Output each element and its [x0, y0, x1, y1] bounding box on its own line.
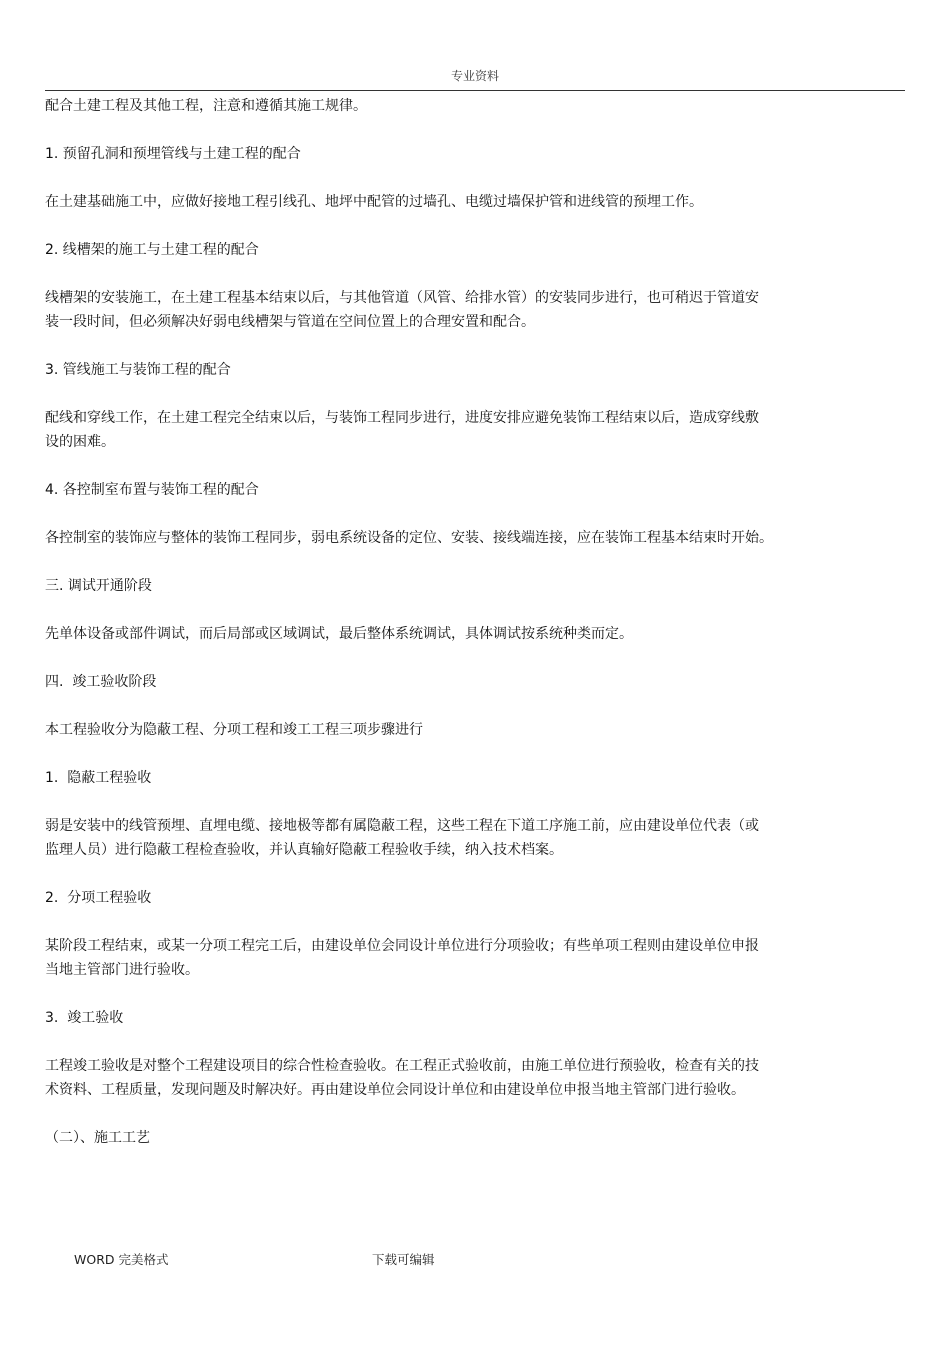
- paragraph: 1. 预留孔洞和预埋管线与土建工程的配合: [45, 146, 301, 162]
- footer-left-text: WORD 完美格式: [74, 1252, 169, 1267]
- paragraph: 四. 竣工验收阶段: [45, 674, 157, 690]
- paragraph: 线槽架的安装施工，在土建工程基本结束以后，与其他管道（风管、给排水管）的安装同步进行，也可稍迟于管道安 装一段时间，但必须解决好弱电线槽架与管道在空间位置上的合理安置和配合。: [45, 290, 759, 330]
- paragraph: 某阶段工程结束，或某一分项工程完工后，由建设单位会同设计单位进行分项验收；有些单项工程则由建设单位申报 当地主管部门进行验收。: [45, 938, 759, 978]
- page-header: 专业资料: [450, 69, 499, 83]
- paragraph: 4. 各控制室布置与装饰工程的配合: [45, 482, 259, 498]
- paragraph: 各控制室的装饰应与整体的装饰工程同步，弱电系统设备的定位、安装、接线端连接，应在装饰工程基本结束时开始。: [45, 530, 773, 546]
- paragraph: 1. 隐蔽工程验收: [45, 770, 152, 786]
- paragraph: 三. 调试开通阶段: [45, 578, 152, 594]
- header-divider: [45, 90, 905, 91]
- paragraph: 在土建基础施工中，应做好接地工程引线孔、地坪中配管的过墙孔、电缆过墙保护管和进线管的预埋工作。: [45, 194, 703, 210]
- paragraph: 配线和穿线工作，在土建工程完全结束以后，与装饰工程同步进行，进度安排应避免装饰工程结束以后，造成穿线敷 设的困难。: [45, 410, 759, 450]
- paragraph: 先单体设备或部件调试，而后局部或区域调试，最后整体系统调试，具体调试按系统种类而定。: [45, 626, 633, 642]
- paragraph: 工程竣工验收是对整个工程建设项目的综合性检查验收。在工程正式验收前，由施工单位进行预验收，检查有关的技 术资料、工程质量，发现问题及时解决好。再由建设单位会同设计单位和由建设单位申报当地主管部门进行验收。: [45, 1058, 759, 1098]
- paragraph: （二）、施工工艺: [45, 1130, 150, 1146]
- paragraph: 弱是安装中的线管预埋、直埋电缆、接地极等都有属隐蔽工程，这些工程在下道工序施工前，应由建设单位代表（或 监理人员）进行隐蔽工程检查验收，并认真输好隐蔽工程验收手续，纳入技术档案。: [45, 818, 759, 858]
- paragraph: 2. 线槽架的施工与土建工程的配合: [45, 242, 259, 258]
- paragraph: 2. 分项工程验收: [45, 890, 152, 906]
- document-body: [45, 94, 825, 1150]
- paragraph: 本工程验收分为隐蔽工程、分项工程和竣工工程三项步骤进行: [45, 722, 423, 738]
- paragraph: 配合土建工程及其他工程，注意和遵循其施工规律。: [45, 98, 367, 114]
- footer-right-text: 下载可编辑: [372, 1252, 435, 1267]
- paragraph: 3. 竣工验收: [45, 1010, 124, 1026]
- paragraph: 3. 管线施工与装饰工程的配合: [45, 362, 231, 378]
